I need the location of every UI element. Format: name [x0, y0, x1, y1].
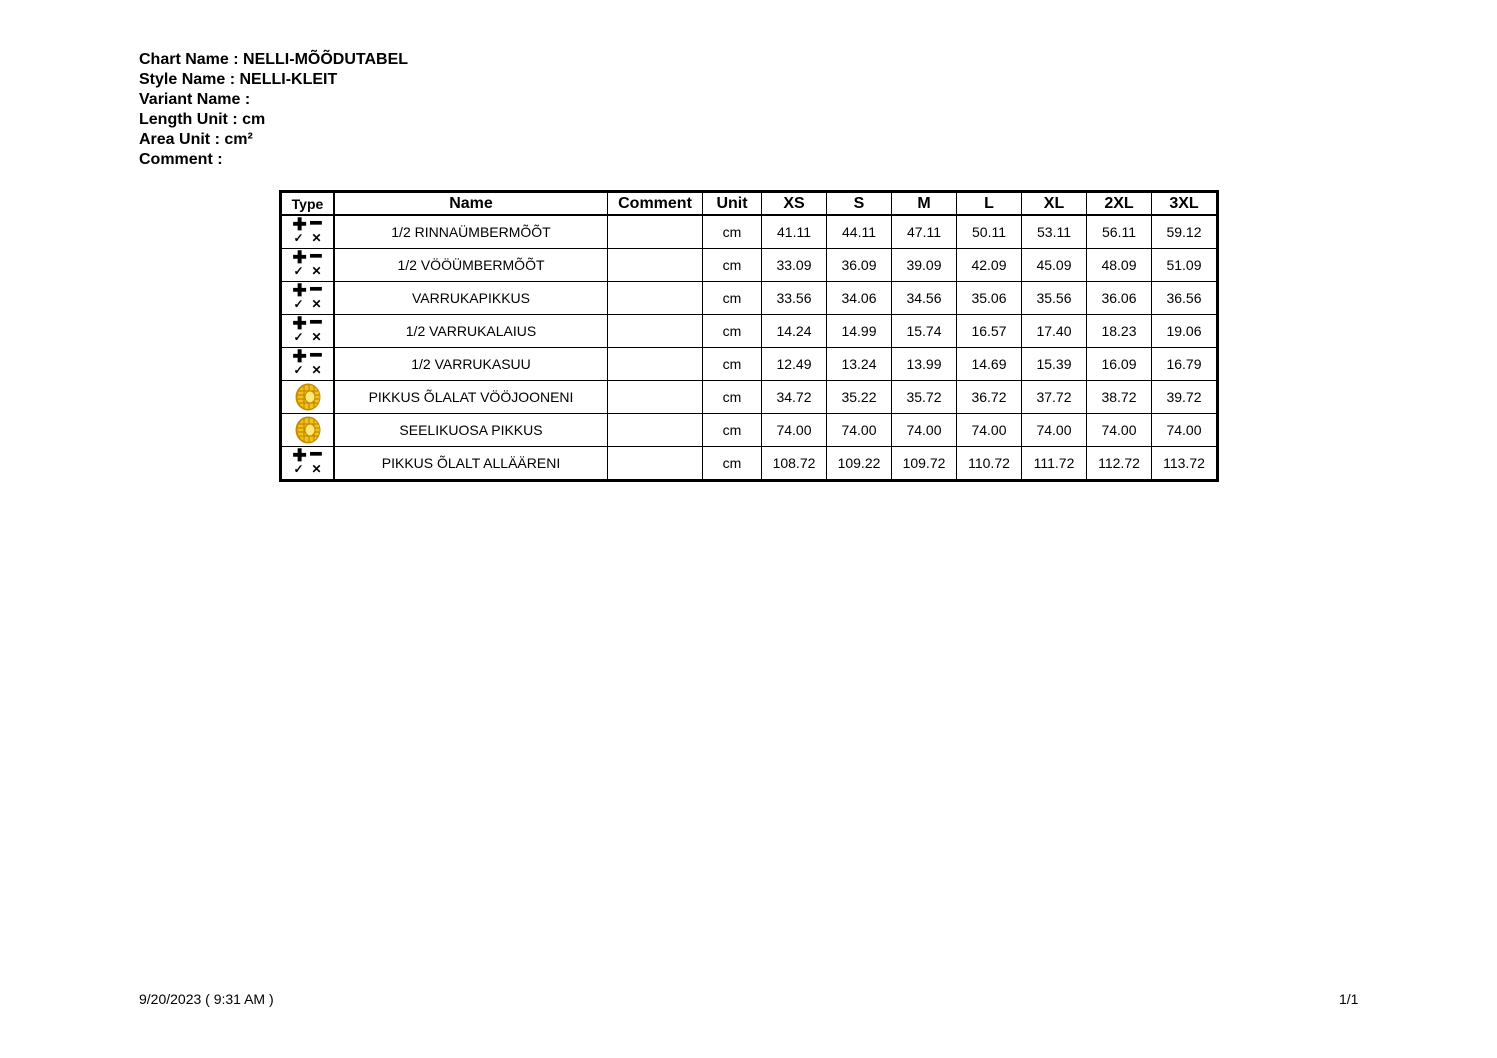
measurement-name: SEELIKUOSA PIKKUS — [334, 414, 608, 447]
table-header-row — [281, 192, 1218, 216]
column-header-size: XS — [762, 192, 827, 216]
size-value: 34.06 — [827, 282, 892, 315]
measurement-name: 1/2 RINNAÜMBERMÕÕT — [334, 215, 608, 249]
area-unit: Area Unit : cm² — [139, 131, 253, 148]
type-cell — [281, 246, 335, 282]
cross-icon: ✕ — [311, 330, 322, 344]
cross-icon: ✕ — [311, 297, 322, 311]
size-value: 59.12 — [1152, 215, 1218, 249]
table-row — [281, 215, 1218, 249]
size-value: 14.99 — [827, 315, 892, 348]
measurement-comment — [608, 249, 703, 282]
type-cell — [281, 381, 335, 414]
measurement-unit: cm — [703, 414, 762, 447]
measurement-name: 1/2 VARRUKALAIUS — [334, 315, 608, 348]
size-value: 33.56 — [762, 282, 827, 315]
table-row — [281, 282, 1218, 315]
size-value: 15.74 — [892, 315, 957, 348]
check-icon: ✓ — [293, 363, 304, 377]
measurement-table — [279, 190, 1219, 482]
size-value: 13.24 — [827, 348, 892, 381]
size-value: 36.56 — [1152, 282, 1218, 315]
plus-minus-edit-icon — [291, 246, 325, 280]
size-value: 108.72 — [762, 447, 827, 481]
length-unit: Length Unit : cm — [139, 111, 266, 128]
size-value: 48.09 — [1087, 249, 1152, 282]
type-cell — [281, 414, 335, 447]
table-row — [281, 249, 1218, 282]
size-value: 14.24 — [762, 315, 827, 348]
type-cell — [281, 215, 335, 249]
size-value: 13.99 — [892, 348, 957, 381]
minus-icon: ━ — [310, 312, 322, 332]
cross-icon: ✕ — [311, 363, 322, 377]
size-value: 42.09 — [957, 249, 1022, 282]
cross-icon: ✕ — [311, 264, 322, 278]
size-value: 16.57 — [957, 315, 1022, 348]
table-row — [281, 414, 1218, 447]
size-value: 74.00 — [762, 414, 827, 447]
check-icon: ✓ — [293, 264, 304, 278]
column-header-size: 2XL — [1087, 192, 1152, 216]
measurement-unit: cm — [703, 348, 762, 381]
size-value: 74.00 — [827, 414, 892, 447]
size-value: 34.56 — [892, 282, 957, 315]
style-name: Style Name : NELLI-KLEIT — [139, 71, 338, 88]
measurement-comment — [608, 315, 703, 348]
column-header-name: Name — [334, 192, 608, 216]
size-value: 41.11 — [762, 215, 827, 249]
size-value: 50.11 — [957, 215, 1022, 249]
size-value: 74.00 — [892, 414, 957, 447]
size-value: 53.11 — [1022, 215, 1087, 249]
size-value: 15.39 — [1022, 348, 1087, 381]
plus-minus-edit-icon — [291, 312, 325, 346]
size-value: 12.49 — [762, 348, 827, 381]
column-header-comment: Comment — [608, 192, 703, 216]
size-value: 51.09 — [1152, 249, 1218, 282]
measurement-comment — [608, 215, 703, 249]
measurement-comment — [608, 447, 703, 481]
size-value: 113.72 — [1152, 447, 1218, 481]
size-value: 36.06 — [1087, 282, 1152, 315]
type-cell — [281, 444, 335, 481]
check-icon: ✓ — [293, 297, 304, 311]
measurement-unit: cm — [703, 215, 762, 249]
plus-icon: ✚ — [292, 446, 307, 465]
cross-icon: ✕ — [311, 231, 322, 245]
footer-date: 9/20/2023 ( 9:31 AM ) — [139, 991, 274, 1007]
measurement-comment — [608, 348, 703, 381]
size-value: 111.72 — [1022, 447, 1087, 481]
size-value: 19.06 — [1152, 315, 1218, 348]
type-cell — [281, 345, 335, 381]
table-row — [281, 348, 1218, 381]
column-header-unit: Unit — [703, 192, 762, 216]
minus-icon: ━ — [310, 444, 322, 464]
page-number: 1/1 — [1339, 991, 1359, 1007]
column-header-size: L — [957, 192, 1022, 216]
size-value: 74.00 — [1022, 414, 1087, 447]
size-value: 36.72 — [957, 381, 1022, 414]
minus-icon: ━ — [310, 279, 322, 299]
minus-icon: ━ — [310, 345, 322, 365]
size-value: 109.72 — [892, 447, 957, 481]
column-header-size: XL — [1022, 192, 1087, 216]
minus-icon: ━ — [310, 246, 322, 266]
size-value: 33.09 — [762, 249, 827, 282]
table-body — [281, 215, 1218, 481]
table-row — [281, 381, 1218, 414]
size-value: 35.72 — [892, 381, 957, 414]
size-value: 35.22 — [827, 381, 892, 414]
measurement-unit: cm — [703, 381, 762, 414]
chart-name: Chart Name : NELLI-MÕÕDUTABEL — [139, 51, 409, 68]
measurement-name: VARRUKAPIKKUS — [334, 282, 608, 315]
measurement-unit: cm — [703, 315, 762, 348]
plus-icon: ✚ — [292, 215, 307, 234]
size-value: 14.69 — [957, 348, 1022, 381]
plus-minus-edit-icon — [291, 345, 325, 379]
plus-icon: ✚ — [292, 347, 307, 366]
size-value: 44.11 — [827, 215, 892, 249]
measurement-comment — [608, 414, 703, 447]
plus-minus-edit-icon — [291, 279, 325, 313]
plus-icon: ✚ — [292, 314, 307, 333]
size-value: 36.09 — [827, 249, 892, 282]
minus-icon: ━ — [310, 213, 322, 233]
size-value: 74.00 — [1087, 414, 1152, 447]
table-row — [281, 447, 1218, 481]
size-value: 110.72 — [957, 447, 1022, 481]
column-header-size: M — [892, 192, 957, 216]
size-value: 109.22 — [827, 447, 892, 481]
tape-measure-icon — [294, 415, 322, 445]
size-value: 74.00 — [957, 414, 1022, 447]
measurement-unit: cm — [703, 447, 762, 481]
measurement-unit: cm — [703, 282, 762, 315]
variant-name: Variant Name : — [139, 91, 251, 108]
column-header-size: 3XL — [1152, 192, 1218, 216]
type-cell — [281, 312, 335, 348]
type-cell — [281, 279, 335, 315]
check-icon: ✓ — [293, 330, 304, 344]
size-value: 35.56 — [1022, 282, 1087, 315]
measurement-unit: cm — [703, 249, 762, 282]
size-value: 45.09 — [1022, 249, 1087, 282]
measurement-name: PIKKUS ÕLALAT VÖÖJOONENI — [334, 381, 608, 414]
cross-icon: ✕ — [311, 462, 322, 476]
size-value: 16.09 — [1087, 348, 1152, 381]
measurement-name: 1/2 VARRUKASUU — [334, 348, 608, 381]
size-value: 35.06 — [957, 282, 1022, 315]
size-value: 37.72 — [1022, 381, 1087, 414]
size-value: 38.72 — [1087, 381, 1152, 414]
size-value: 39.72 — [1152, 381, 1218, 414]
size-value: 34.72 — [762, 381, 827, 414]
size-value: 112.72 — [1087, 447, 1152, 481]
plus-minus-edit-icon — [291, 444, 325, 478]
size-value: 47.11 — [892, 215, 957, 249]
measurement-name: PIKKUS ÕLALT ALLÄÄRENI — [334, 447, 608, 481]
table-row — [281, 315, 1218, 348]
size-value: 39.09 — [892, 249, 957, 282]
column-header-type: Type — [281, 192, 335, 216]
document-header — [139, 50, 408, 170]
measurement-name: 1/2 VÖÖÜMBERMÕÕT — [334, 249, 608, 282]
check-icon: ✓ — [293, 231, 304, 245]
comment-line: Comment : — [139, 151, 223, 168]
measurement-comment — [608, 381, 703, 414]
size-value: 18.23 — [1087, 315, 1152, 348]
column-header-size: S — [827, 192, 892, 216]
size-value: 16.79 — [1152, 348, 1218, 381]
check-icon: ✓ — [293, 462, 304, 476]
plus-minus-edit-icon — [291, 213, 325, 247]
size-value: 74.00 — [1152, 414, 1218, 447]
measurement-comment — [608, 282, 703, 315]
size-value: 17.40 — [1022, 315, 1087, 348]
plus-icon: ✚ — [292, 248, 307, 267]
tape-measure-icon — [294, 382, 322, 412]
size-value: 56.11 — [1087, 215, 1152, 249]
plus-icon: ✚ — [292, 281, 307, 300]
